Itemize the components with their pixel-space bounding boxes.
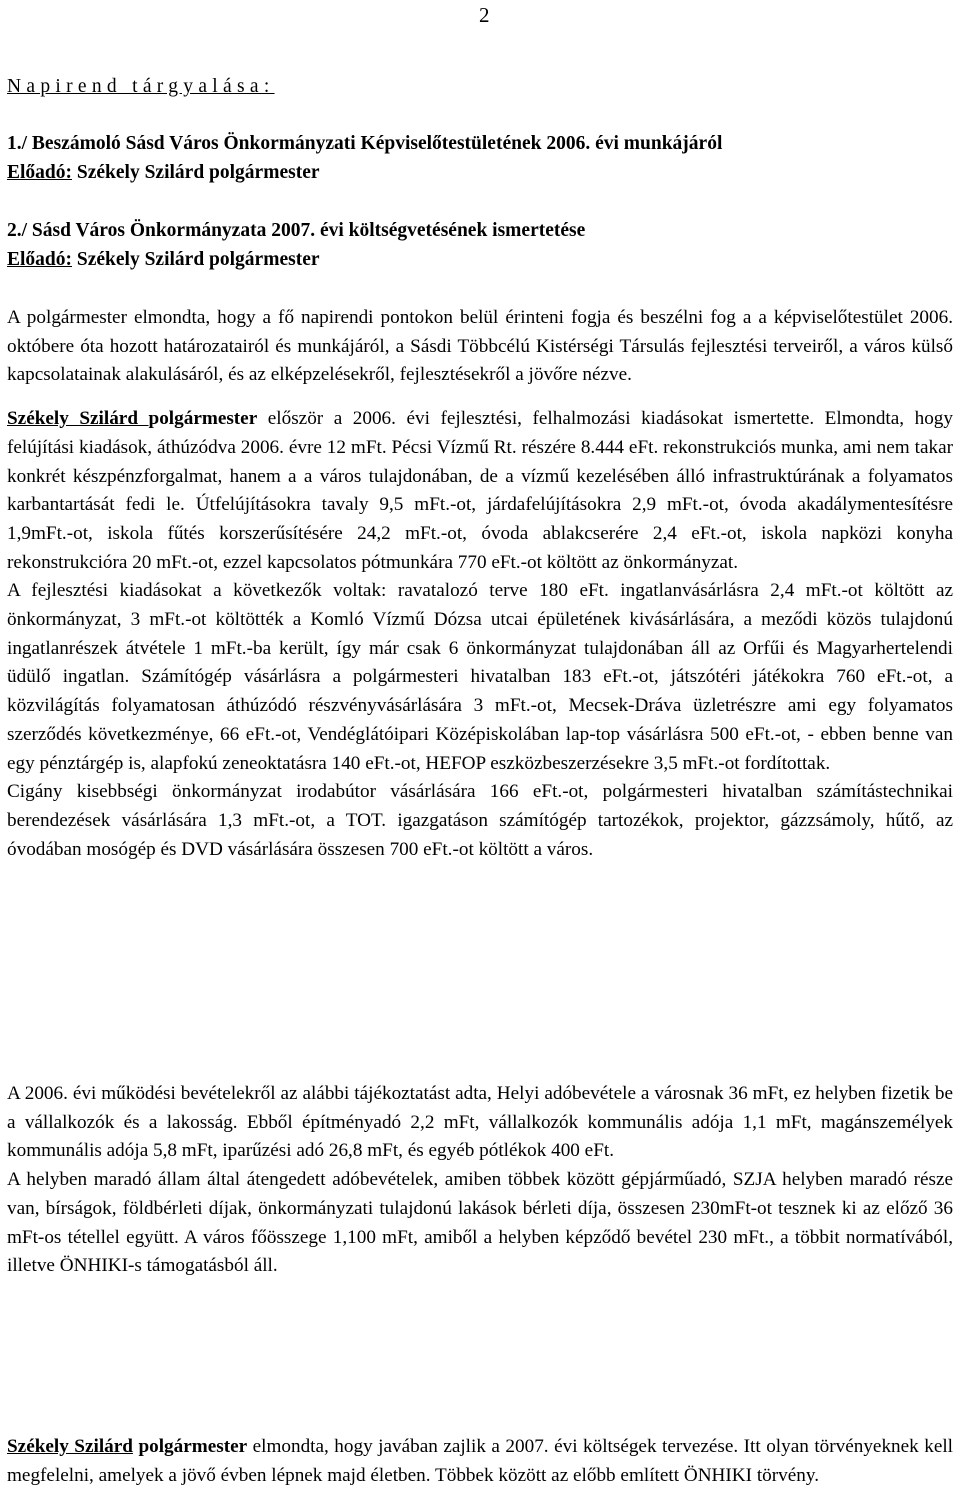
agenda-item-1	[7, 129, 722, 187]
agenda-item-2-title: 2./ Sásd Város Önkormányzata 2007. évi költségvetésének ismertetése	[7, 220, 586, 241]
intro-paragraph: A polgármester elmondta, hogy a fő napirendi pontokon belül érinteni fogja és beszélni fog a a képviselőtestület 2006. októbere óta hozott határozatairól és munkájáról, a Sásdi Többcélú Kistérségi Társulás fejlesztési terveiről, a város külső kapcsolatainak alakulásáról, és az elképzelésekről, fejlesztésekről a jövőre nézve.	[7, 307, 953, 386]
agenda-item-1-presenter	[7, 158, 722, 187]
agenda-item-2	[7, 216, 585, 274]
agenda-heading: Napirend tárgyalása:	[7, 76, 275, 97]
speaker-2-name: Székely Szilárd	[7, 1436, 133, 1457]
minority-paragraph: Cigány kisebbségi önkormányzat irodabútor vásárlására 166 eFt.-ot, polgármesteri hivatalban számítástechnikai berendezések vásárlására 1,3 mFt.-ot, a TOT. igazgatáson számítógép tartozékok, projektor, gázzsámoly, hűtő, az óvodában mosógép és DVD vásárlására összesen 700 eFt.-ot költött a város.	[7, 781, 953, 860]
presenter-name: Székely Szilárd polgármester	[72, 249, 320, 270]
body-text-section-1	[7, 304, 953, 864]
speaker-1-paragraph	[7, 405, 953, 577]
revenue-paragraph: A 2006. évi működési bevételekről az alábbi tájékoztatást adta, Helyi adóbevétele a városnak 36 mFt, ez helyben fizetik be a vállalkozók és a lakosság. Ebből építményadó 2,2 mFt, vállalkozók kommunális adója 1,1 mFt, magánszemélyek kommunális adója 5,8 mFt, iparűzési adó 26,8 mFt, és egyéb pótlékok 400 eFt.	[7, 1083, 953, 1162]
agenda-item-2-presenter	[7, 245, 585, 274]
speaker-2-title: polgármester	[138, 1436, 248, 1457]
presenter-label: Előadó:	[7, 162, 73, 183]
development-paragraph: A fejlesztési kiadásokat a következők voltak: ravatalozó terve 180 eFt. ingatlanvásárlásra 2,4 mFt.-ot költött az önkormányzat, 3 mFt.-ot költötték a Komló Vízmű Dózsa utcai épületének kivásárlására, a meződi közös tulajdonú ingatlanrészek átvétele 1 mFt.-ba került, így már csak 6 önkormányzat tulajdonában áll az Orfűi és Magyarhertelendi üdülő ingatlan. Számítógép vásárlásra a polgármesteri hivatalban 183 eFt.-ot, játszótéri játékokra 760 eFt.-ot, a közvilágítás folyamatosan áthúzódó részvényvásárlására 3 mFt.-ot, Mecsek-Dráva üzletrészre ami egy folyamatos szerződés következménye, 66 eFt.-ot, Vendéglátóipari Középiskolában lap-top vásárlásra 500 eFt.-ot, - ebben benne van egy pénztárgép is, alapfokú zeneoktatásra 140 eFt.-ot, HEFOP eszközbeszerzésekre 3,5 mFt.-ot fordítottak.	[7, 580, 953, 774]
speaker-2-paragraph	[7, 1433, 953, 1490]
body-text-section-2	[7, 1080, 953, 1281]
speaker-1-name: Székely Szilárd	[7, 408, 149, 430]
body-text-section-3	[7, 1433, 953, 1490]
presenter-name: Székely Szilárd polgármester	[72, 162, 320, 183]
speaker-2-text: elmondta, hogy javában zajlik a 2007. évi költségek tervezése. Itt olyan törvényeknek kell megfelelni, amelyek a jövő évben lépnek majd életben. Többek között az előbb említett ÖNHIKI törvény.	[7, 1436, 954, 1486]
state-revenue-paragraph: A helyben maradó állam által átengedett adóbevételek, amiben többek között gépjárműadó, SZJA helyben maradó része van, bírságok, földbérleti díjak, önkormányzati tulajdonú lakások bérleti díja, összesen 230mFt-ot tesznek ki az előző 36 mFt-os tétellel együtt. A város főösszege 1,100 mFt, amiből a helyben képződő bevétel 230 mFt., a többit normatívából, illetve ÖNHIKI-s támogatásból áll.	[7, 1169, 953, 1277]
page-number: 2	[479, 3, 490, 27]
paragraph-gap	[7, 390, 953, 405]
speaker-1-text: először a 2006. évi fejlesztési, felhalmozási kiadásokat ismertette. Elmondta, hogy felújítási kiadások, áthúzódva 2006. évre 12 mFt. Pécsi Vízmű Rt. részére 8.444 eFt. rekonstrukciós munka, ami nem takar konkrét készpénzforgalmat, hanem a a város tulajdonában, de a vízmű kezelésében álló infrastruktúrának a folyamatos karbantartását fedi le. Útfelújításokra tavaly 9,5 mFt.-ot, járdafelújításokra 2,9 mFt.-ot, óvoda akadálymentesítésre 1,9mFt.-ot, iskola fűtés korszerűsítésére 24,2 mFt.-ot, óvoda ablakcserére 2,4 eFt.-ot, iskola napközi konyha rekonstrukcióra 20 mFt.-ot, ezzel kapcsolatos pótmunkára 770 eFt.-ot költött az önkormányzat.	[7, 408, 953, 573]
speaker-1-title: polgármester	[148, 408, 258, 430]
presenter-label: Előadó:	[7, 249, 73, 270]
agenda-item-1-title: 1./ Beszámoló Sásd Város Önkormányzati Képviselőtestületének 2006. évi munkájáról	[7, 133, 723, 154]
